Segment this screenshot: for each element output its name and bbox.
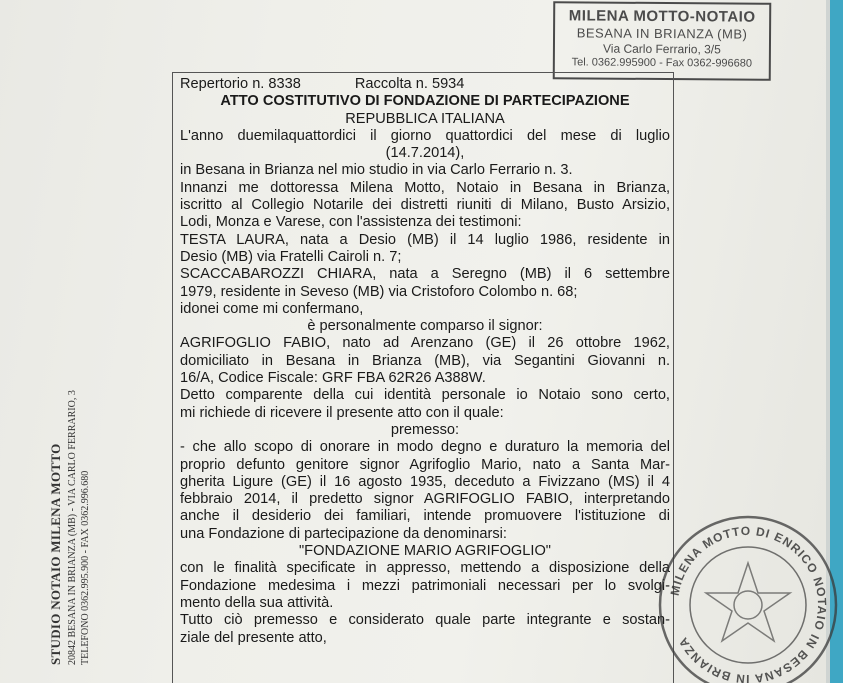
document-title: ATTO COSTITUTIVO DI FONDAZIONE DI PARTECIPAZIONE xyxy=(220,93,630,110)
text-line: una Fondazione di partecipazione da denominarsi: xyxy=(180,525,507,542)
seal-ring-text: MILENA MOTTO DI ENRICO NOTAIO IN BESANA IN BRIANZA xyxy=(667,523,830,683)
seal-emblem-icon xyxy=(706,563,790,641)
text-line: L'anno duemilaquattordici il giorno quattordici del mese di luglio xyxy=(180,127,670,144)
stamp-phone: Tel. 0362.995900 - Fax 0362-996680 xyxy=(571,56,753,70)
stamp-city: BESANA IN BRIANZA (MB) xyxy=(576,25,748,42)
text-line: (14.7.2014), xyxy=(385,145,465,162)
text-line: 16/A, Codice Fiscale: GRF FBA 62R26 A388W. xyxy=(180,370,486,387)
studio-side-stamp xyxy=(48,390,91,665)
text-line: con le finalità specificate in appresso, mettendo a disposizione della xyxy=(180,560,670,577)
text-line: premesso: xyxy=(390,421,460,438)
document-body xyxy=(180,76,670,647)
text-line: SCACCABAROZZI CHIARA, nata a Seregno (MB) il 6 settembre xyxy=(180,266,670,283)
text-line: in Besana in Brianza nel mio studio in via Carlo Ferrario n. 3. xyxy=(180,162,573,179)
notary-round-seal xyxy=(648,505,843,683)
text-line: idonei come mi confermano, xyxy=(180,300,364,317)
text-line: Detto comparente della cui identità personale io Notaio sono certo, xyxy=(180,387,670,404)
document-subtitle: REPUBBLICA ITALIANA xyxy=(345,110,505,127)
stamp-name: MILENA MOTTO-NOTAIO xyxy=(568,7,756,26)
text-line: Fondazione medesima i mezzi patrimoniali necessari per lo svolgi- xyxy=(180,577,670,594)
text-line: 1979, residente in Seveso (MB) via Cristoforo Colombo n. 68; xyxy=(180,283,578,300)
notary-stamp xyxy=(553,1,772,81)
side-stamp-phone: TELEFONO 0362.995.900 - FAX 0362.996.680 xyxy=(80,470,91,665)
text-line: Innanzi me dottoressa Milena Motto, Notaio in Besana in Brianza, xyxy=(180,179,670,196)
text-line: ziale del presente atto, xyxy=(180,629,327,646)
text-line: Desio (MB) via Fratelli Cairoli n. 7; xyxy=(180,248,402,265)
text-line: febbraio 2014, il predetto signor AGRIFOGLIO FABIO, interpretando xyxy=(180,491,670,508)
text-line: TESTA LAURA, nata a Desio (MB) il 14 luglio 1986, residente in xyxy=(180,231,670,248)
text-line: proprio defunto genitore signor Agrifoglio Mario, nato a Santa Mar- xyxy=(180,456,670,473)
text-line: è personalmente comparso il signor: xyxy=(307,318,543,335)
side-stamp-address: 20842 BESANA IN BRIANZA (MB) - VIA CARLO FERRARIO, 3 xyxy=(67,390,78,665)
raccolta-number: Raccolta n. 5934 xyxy=(354,76,465,92)
header-numbers xyxy=(180,76,670,93)
text-line: iscritto al Collegio Notarile dei distretti riuniti di Milano, Busto Arsizio, xyxy=(180,197,670,214)
side-stamp-title: STUDIO NOTAIO MILENA MOTTO xyxy=(48,443,63,665)
text-line: - che allo scopo di onorare in modo degno e duraturo la memoria del xyxy=(180,439,670,456)
text-line: mento della sua attività. xyxy=(180,594,334,611)
text-line: mi richiede di ricevere il presente atto con il quale: xyxy=(180,404,504,421)
text-line: Lodi, Monza e Varese, con l'assistenza dei testimoni: xyxy=(180,214,522,231)
text-line: gherita Ligure (GE) il 16 agosto 1935, deceduto a Fivizzano (MS) il 4 xyxy=(180,473,670,490)
svg-text:MILENA MOTTO DI ENRICO NOTAIO xyxy=(668,524,830,683)
text-line: domiciliato in Besana in Brianza (MB), via Segantini Giovanni n. xyxy=(180,352,670,369)
repertorio-number: Repertorio n. 8338 xyxy=(180,76,301,92)
stamp-address: Via Carlo Ferrario, 3/5 xyxy=(602,41,721,57)
text-line: Tutto ciò premesso e considerato quale parte integrante e sostan- xyxy=(180,612,670,629)
foundation-name: "FONDAZIONE MARIO AGRIFOGLIO" xyxy=(299,543,551,560)
text-line: AGRIFOGLIO FABIO, nato ad Arenzano (GE) il 26 ottobre 1962, xyxy=(180,335,670,352)
text-line: anche il desiderio dei familiari, intende promuovere l'istituzione di xyxy=(180,508,670,525)
